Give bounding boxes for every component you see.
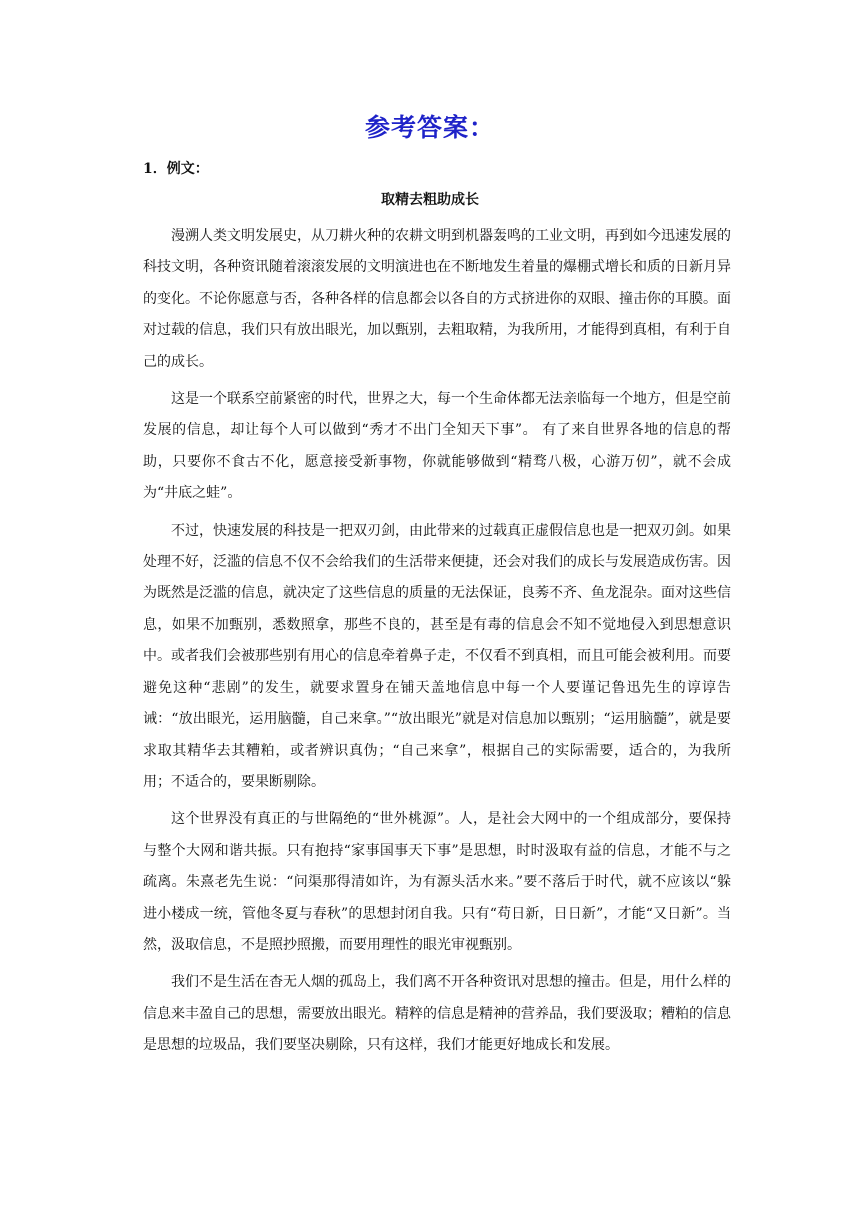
essay-paragraph: 这个世界没有真正的与世隔绝的“世外桃源”。人，是社会大网中的一个组成部分，要保持与整个大网和谐共振。只有抱持“家事国事天下事”是思想，时时汲取有益的信息，才能不与之疏离。朱熹老先生说：“问渠那得清如许，为有源头活水来。”要不落后于时代，就不应该以“躲进小楼成一统，管他冬夏与春秋”的思想封闭自我。只有“苟日新，日日新”，才能“又日新”。当然，汲取信息，不是照抄照搬，而要用理性的眼光审视甄别。 [143, 811, 731, 953]
essay-paragraph: 我们不是生活在杳无人烟的孤岛上，我们离不开各种资讯对思想的撞击。但是，用什么样的信息来丰盈自己的思想，需要放出眼光。精粹的信息是精神的营养品，我们要汲取；糟粕的信息是思想的垃圾品，我们要坚决剔除，只有这样，我们才能更好地成长和发展。 [143, 974, 731, 1054]
essay-paragraph: 这是一个联系空前紧密的时代，世界之大，每一个生命体都无法亲临每一个地方，但是空前发展的信息，却让每个人可以做到“秀才不出门全知天下事”。 有了来自世界各地的信息的帮助，只要你不食古不化，愿意接受新事物，你就能够做到“精骛八极，心游万仞”，就不会成为“井底之蛙”。 [143, 391, 731, 502]
question-label: 1．例文： [143, 161, 209, 177]
essay-paragraph: 漫溯人类文明发展史，从刀耕火种的农耕文明到机器轰鸣的工业文明，再到如今迅速发展的科技文明，各种资讯随着滚滚发展的文明演进也在不断地发生着量的爆棚式增长和质的日新月异的变化。不论你愿意与否，各种各样的信息都会以各自的方式挤进你的双眼、撞击你的耳膜。面对过载的信息，我们只有放出眼光，加以甄别，去粗取精，为我所用，才能得到真相，有利于自己的成长。 [143, 228, 731, 370]
essay-paragraph: 不过，快速发展的科技是一把双刃剑，由此带来的过载真正虚假信息也是一把双刃剑。如果处理不好，泛滥的信息不仅不会给我们的生活带来便捷，还会对我们的成长与发展造成伤害。因为既然是泛滥的信息，就决定了这些信息的质量的无法保证，良莠不齐、鱼龙混杂。面对这些信息，如果不加甄别，悉数照拿，那些不良的，甚至是有毒的信息会不知不觉地侵入到思想意识中。或者我们会被那些别有用心的信息牵着鼻子走，不仅看不到真相，而且可能会被利用。而要避免这种“悲剧”的发生，就要求置身在铺天盖地信息中每一个人要谨记鲁迅先生的谆谆告诫：“放出眼光，运用脑髓，自己来拿。”“放出眼光”就是对信息加以甄别；“运用脑髓”，就是要求取其精华去其糟粕，或者辨识真伪；“自己来拿”，根据自己的实际需要，适合的，为我所用；不适合的，要果断剔除。 [143, 522, 731, 790]
essay-title: 取精去粗助成长 [381, 192, 479, 208]
essay-body [143, 221, 731, 1068]
answer-heading: 参考答案： [364, 113, 495, 142]
